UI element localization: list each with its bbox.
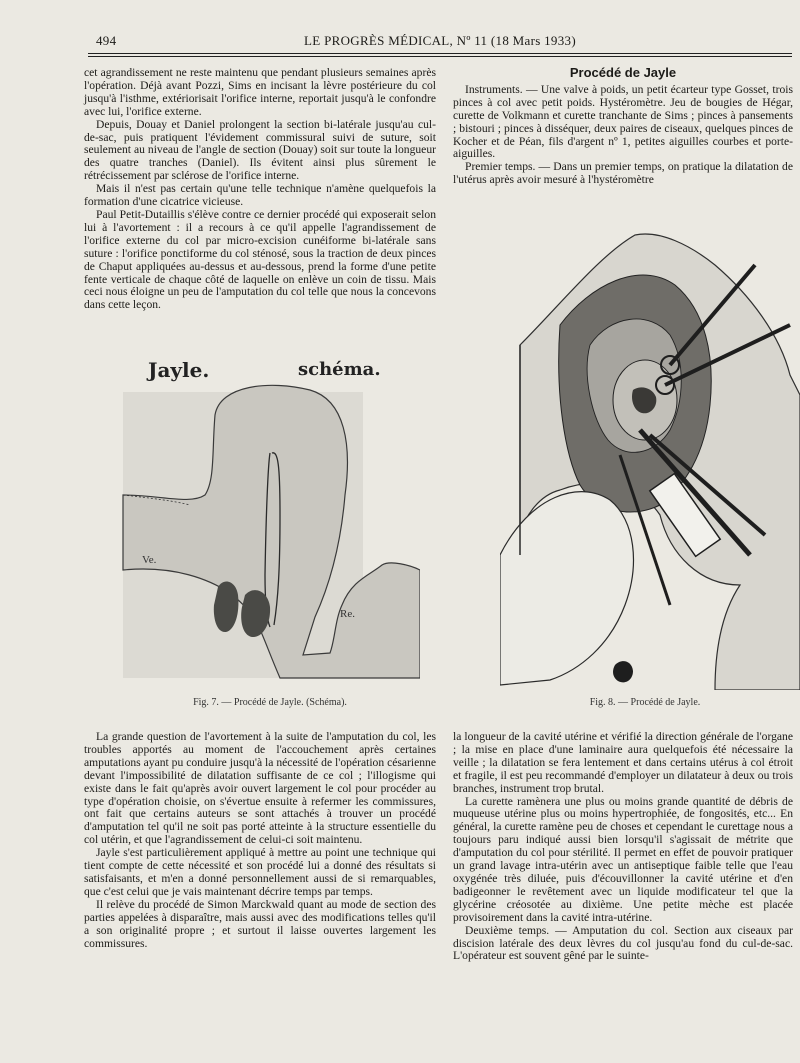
paragraph: La grande question de l'avortement à la suite de l'amputation du col, les troubles apportés au moment de l'accouchement après certaines amputations ayant pu conduire jusqu'à la nécessité de l'opération césarienne devant l'impossibilité de dilatation suffisante de ce col ; l'illogisme qui existe dans le fait qu'après avoir ouvert largement le col pour procéder au type d'opération choisie, on s'évertue ensuite à refermer les commissures, ont fait que certains auteurs se sont attachés à trouver un procédé d'amputation tel qu'il ne soit pas porté atteinte à la structure essentielle du col utérin, et que l'agrandissement de celui-ci soit maintenu. [84,730,436,847]
header-rule [88,53,792,54]
paragraph: Premier temps. — Dans un premier temps, on pratique la dilatation de l'utérus après avoir mesuré à l'hystéromètre [453,160,793,187]
figure-7-hand-label-right: schéma. [298,359,381,380]
right-column-bottom [453,731,793,963]
left-column-bottom [84,731,436,950]
paragraph: Mais il n'est pas certain qu'une telle technique n'amène quelquefois la formation d'une cicatrice vicieuse. [84,182,436,209]
running-header [88,33,792,51]
paragraph: Depuis, Douay et Daniel prolongent la section bi-latérale jusqu'au cul-de-sac, puis pratiquent l'évidement commissural suivi de suture, soit seulement au niveau de l'angle de section (Douay) soit sur toute la longueur des quatre tranches (Daniel). Ils évitent ainsi plus sûrement le rétrécissement par sclérose de l'orifice interne. [84,117,436,183]
paragraph: Il relève du procédé de Simon Marckwald quant au mode de section des parties appelées à disparaître, mais aussi avec des modifications telles qu'il a son originalité propre ; et surtout il laisse ouvertes largement les commissures. [84,897,436,950]
figure-8-caption: Fig. 8. — Procédé de Jayle. [589,697,701,708]
paragraph: Jayle s'est particulièrement appliqué à mettre au point une technique qui tient compte de cette nécessité et son procédé lui a donné des résultats si satisfaisants, et m'en a donné personnellement aussi de si remarquables, que c'est celui que je vais maintenant décrire temps par temps. [84,846,436,898]
page-number: 494 [96,33,117,48]
figure-8-surgical-drawing [500,225,800,690]
paragraph: La curette ramènera une plus ou moins grande quantité de débris de muqueuse utérine plus ou moins hypertrophiée, de fongosités, etc... En général, la curette ramène peu de choses et cependant le curettage nous a toujours paru indiqué aussi bien lorsqu'il s'agissait de métrite que d'amputation du col pour stérilité. Il permet en effet de pouvoir pratiquer un grand lavage intra-utérin avec un antiseptique faible telle que l'eau oxygénée très diluée, puis d'écouvillonner la cavité utérine et d'en badigeonner le revêtement avec un liquide modificateur tel que la glycérine créosotée au dixième. Une petite mèche est placée provisoirement dans la cavité intra-utérine. [453,794,793,924]
paragraph: cet agrandissement ne reste maintenu que pendant plusieurs semaines après l'opération. Déjà avant Pozzi, Sims en incisant la lèvre postérieure du col jusqu'à l'isthme, extériorisait l'orifice interne, reportait jusqu'à le confondre avec lui, l'orifice externe. [84,66,436,118]
paragraph: Deuxième temps. — Amputation du col. Section aux ciseaux par discision latérale des deux lèvres du col jusqu'au fond du cul-de-sac. L'opérateur est souvent gêné par le suinte- [453,923,793,963]
figure-7-caption: Fig. 7. — Procédé de Jayle. (Schéma). [193,697,347,708]
figure-7-schema-drawing [120,355,420,685]
figure-8 [500,225,800,690]
journal-title: LE PROGRÈS MÉDICAL, Nº 11 (18 Mars 1933) [304,33,576,48]
paragraph: la longueur de la cavité utérine et vérifié la direction générale de l'organe ; la mise en place d'une laminaire aura quelquefois été nécessaire la veille ; la dilatation se fera lentement et dans certains utérus à col étroit et fragile, il est peu recommandé d'employer un dilatateur à deux ou trois branches, instrument trop brutal. [453,730,793,795]
figure-7-mark-ve: Ve. [142,554,157,566]
right-column-top [453,67,793,187]
paragraph: Instruments. — Une valve à poids, un petit écarteur type Gosset, trois pinces à col avec petit poids. Hystéromètre. Jeu de bougies de Hégar, curette de Volkmann et curette tranchante de Sims ; pinces à pansements ; bistouri ; pinces à disséquer, deux paires de ciseaux, quelques pinces de Kocher et de Péan, fils d'argent nº 1, petites aiguilles courbes et porte-aiguilles. [453,82,793,161]
figure-7-mark-re: Re. [340,608,355,620]
left-column-top [84,67,436,312]
header-rule-thin [88,56,792,57]
figure-7 [120,355,420,685]
section-heading: Procédé de Jayle [569,65,677,80]
figure-7-hand-label-left: Jayle. [148,358,210,382]
paragraph: Paul Petit-Dutaillis s'élève contre ce dernier procédé qui exposerait selon lui à l'avortement : il a recours à ce qu'il appelle l'agrandissement de l'orifice externe du col par micro-excision cunéiforme bi-latérale sans suture : l'orifice ponctiforme du col sténosé, sous la traction de deux pinces de Chaput appliquées au-dessus et au-dessous, prend la forme d'une petite fente verticale de chaque côté de laquelle on enlève un coin de tissu. Mais ceci nous éloigne un peu de l'amputation du col telle que nous la concevons dans cette leçon. [84,207,436,312]
